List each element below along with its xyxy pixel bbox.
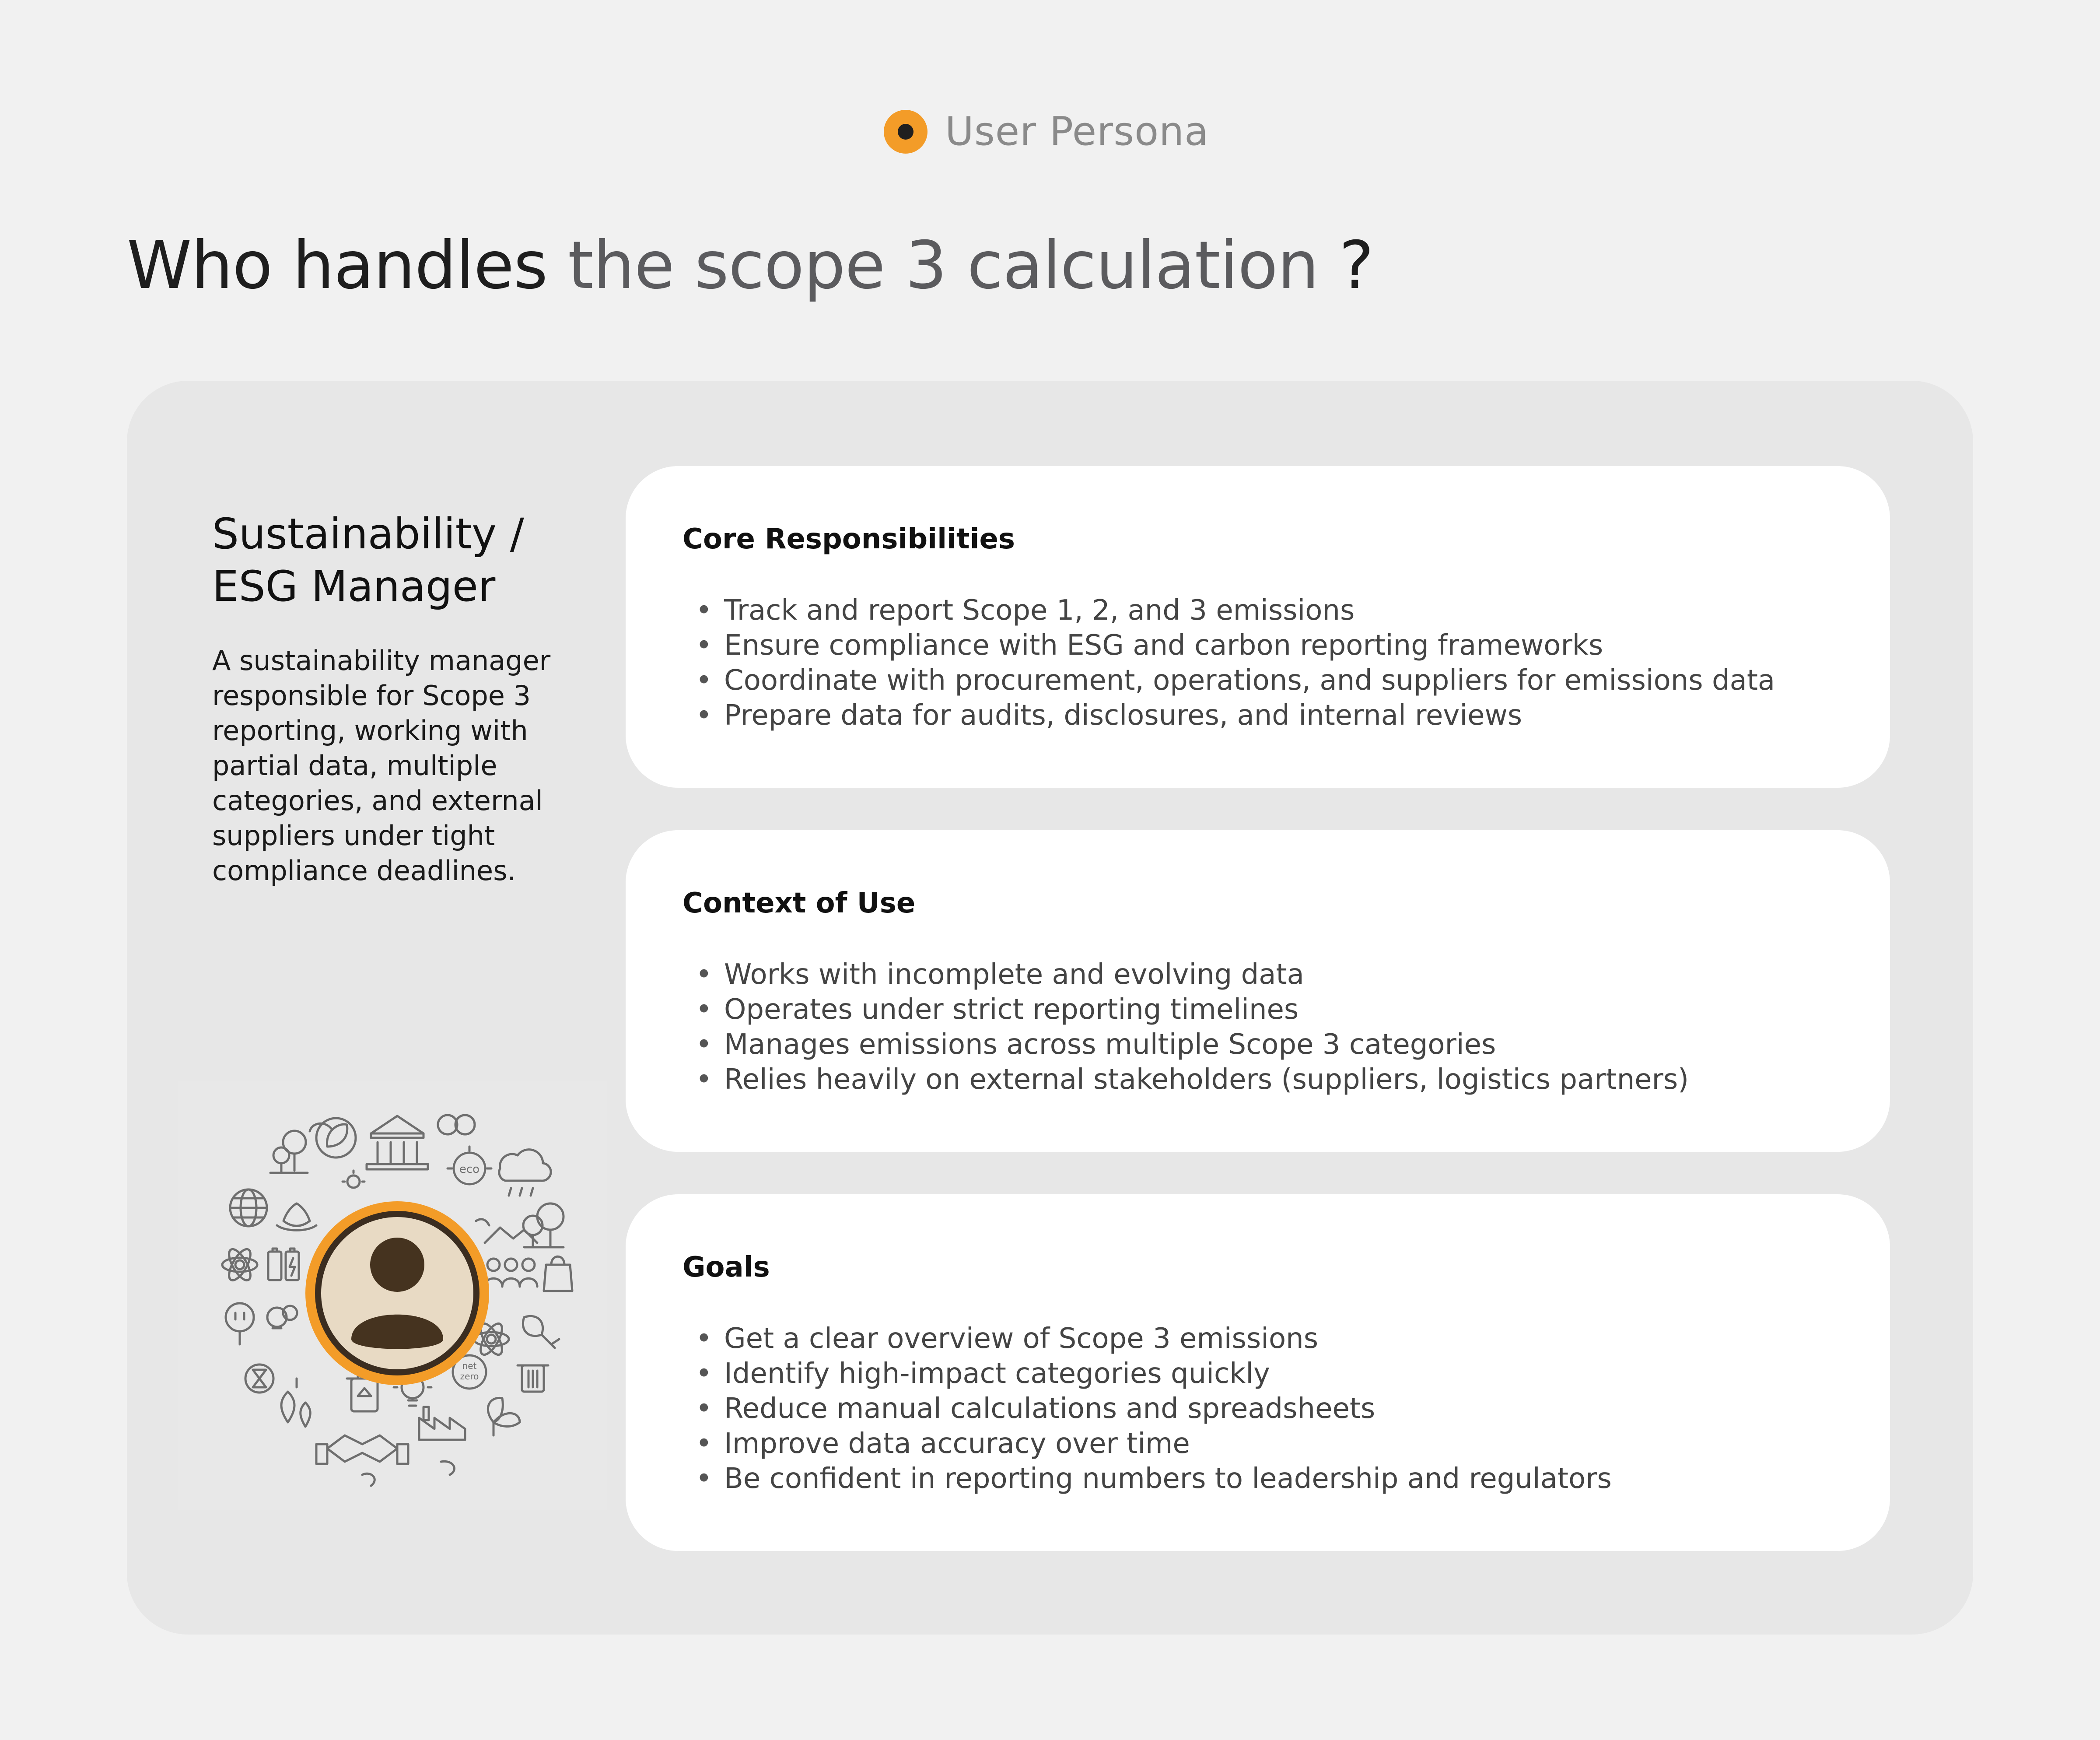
card-list [682,957,1689,1097]
list-item: • Ensure compliance with ESG and carbon reporting frameworks [682,628,1775,663]
tag-dot-icon [884,110,928,154]
list-item: • Manages emissions across multiple Scope 3 categories [682,1027,1689,1062]
list-item: • Works with incomplete and evolving data [682,957,1689,992]
persona-panel [127,381,1973,1635]
persona-description: A sustainability manager responsible for Scope 3 reporting, working with partial data, multiple categories, and external suppliers under tight compliance deadlines. [212,645,551,887]
section-tag [884,109,1209,154]
title-question-mark: ? [1339,228,1374,304]
user-avatar-icon [305,1201,489,1385]
list-item: • Coordinate with procurement, operations, and suppliers for emissions data [682,663,1775,698]
card-list [682,593,1775,733]
list-item: • Reduce manual calculations and spreadsheets [682,1391,1612,1426]
persona-role-title [212,508,524,613]
svg-text:net: net [462,1361,477,1371]
svg-text:zero: zero [460,1371,479,1382]
section-tag-label: User Persona [945,109,1209,154]
list-item: • Get a clear overview of Scope 3 emissions [682,1321,1612,1356]
card-list [682,1321,1612,1496]
page-title [127,228,1373,304]
card-core-responsibilities [626,466,1890,788]
list-item: • Be confident in reporting numbers to leadership and regulators [682,1461,1612,1496]
role-line-1: Sustainability / [212,509,524,558]
title-muted: the scope 3 calculation [567,228,1319,304]
list-item: • Operates under strict reporting timelines [682,992,1689,1027]
card-context-of-use [626,830,1890,1152]
list-item: • Prepare data for audits, disclosures, and internal reviews [682,698,1775,733]
list-item: • Track and report Scope 1, 2, and 3 emissions [682,593,1775,628]
list-item: • Improve data accuracy over time [682,1426,1612,1461]
card-title: Core Responsibilities [682,523,1015,555]
list-item: • Identify high-impact categories quickly [682,1356,1612,1391]
card-goals [626,1194,1890,1551]
persona-illustration [178,1081,607,1510]
svg-text:eco: eco [459,1163,480,1176]
list-item: • Relies heavily on external stakeholders (suppliers, logistics partners) [682,1062,1689,1097]
card-title: Context of Use [682,887,916,919]
card-title: Goals [682,1251,770,1284]
role-line-2: ESG Manager [212,562,496,611]
title-strong: Who handles [127,228,548,304]
